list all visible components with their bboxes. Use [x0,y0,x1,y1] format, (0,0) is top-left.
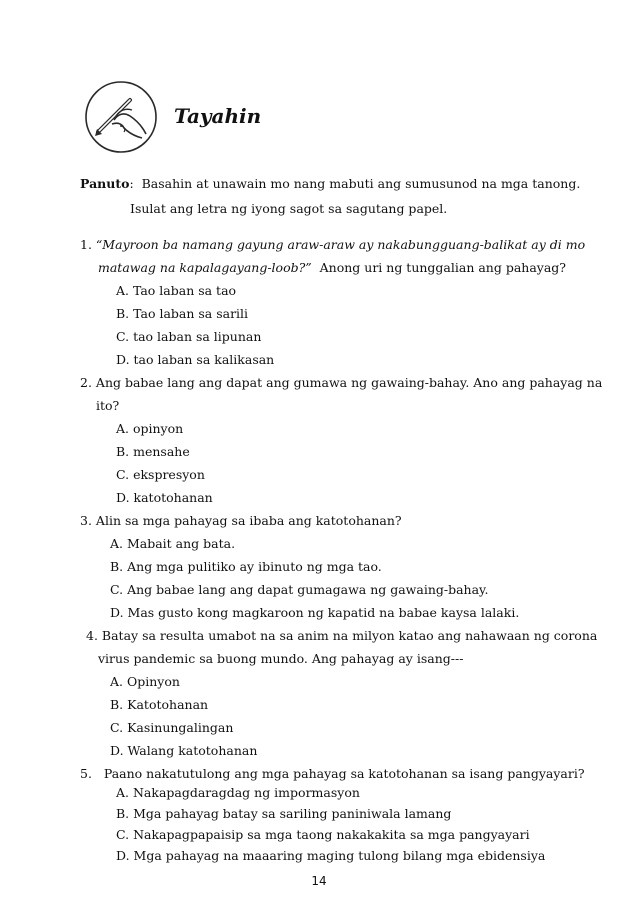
choice-item: C. ekspresyon [116,467,205,482]
question-2-line-1 [80,375,602,391]
question-number: 2. [80,375,92,390]
choice-item: A. Mabait ang bata. [110,536,236,551]
choice-item: C. tao laban sa lipunan [116,329,262,344]
pencil-in-hand-icon [84,80,158,154]
choice-item: B. Tao laban sa sarili [116,306,249,321]
instructions-colon: : [129,176,134,191]
question-5-text-1: Paano nakatutulong ang mga pahayag sa katotohanan sa isang pangyayari? [103,766,585,781]
question-number: 4. [86,628,98,643]
question-4-line-1 [86,628,597,644]
choice-item: A. Tao laban sa tao [116,283,237,298]
question-3-line-1 [80,513,402,529]
choice-item: C. Kasinungalingan [110,720,234,735]
question-number: 1. [80,237,92,252]
choice-item: B. Ang mga pulitiko ay ibinuto ng mga tao. [110,559,382,574]
question-1-text: Anong uri ng tunggalian ang pahayag? [319,260,567,275]
choice-item: D. tao laban sa kalikasan [116,352,275,367]
instructions-label: Panuto [80,176,130,191]
choice-item: A. opinyon [116,421,184,436]
instructions-line-1 [80,176,580,192]
choice-item: A. Nakapagdaragdag ng impormasyon [116,785,360,800]
section-title: Tayahin [174,104,262,128]
question-4-text-1: Batay sa resulta umabot na sa anim na milyon katao ang nahawaan ng corona [101,628,598,643]
question-4-text-2: virus pandemic sa buong mundo. Ang pahayag ay isang--- [98,651,464,666]
question-3-text-1: Alin sa mga pahayag sa ibaba ang katotohanan? [95,513,402,528]
question-1-line-2 [98,260,566,276]
choice-item: B. Katotohanan [110,697,209,712]
choice-item: B. mensahe [116,444,190,459]
page-number: 14 [311,874,327,888]
choice-item: B. Mga pahayag batay sa sariling paniniwala lamang [116,806,452,821]
choice-item: D. Walang katotohanan [110,743,258,758]
question-1-line-1 [80,237,585,253]
instructions-text-1: Basahin at unawain mo nang mabuti ang sumusunod na mga tanong. [141,176,581,191]
choice-item: A. Opinyon [110,674,180,689]
instructions-text-2: Isulat ang letra ng iyong sagot sa sagutang papel. [130,201,448,216]
question-1-quote-2: matawag na kapalagayang-loob?” [98,260,312,275]
choice-item: C. Ang babae lang ang dapat gumagawa ng gawaing-bahay. [110,582,489,597]
question-number: 3. [80,513,92,528]
choice-item: D. Mga pahayag na maaaring maging tulong bilang mga ebidensiya [116,848,546,863]
question-1-quote-1: “Mayroon ba namang gayung araw-araw ay nakabungguang-balikat ay di mo [95,237,586,252]
choice-item: C. Nakapagpapaisip sa mga taong nakakakita sa mga pangyayari [116,827,530,842]
question-2-text-1: Ang babae lang ang dapat ang gumawa ng gawaing-bahay. Ano ang pahayag na [95,375,603,390]
choice-item: D. katotohanan [116,490,213,505]
question-number: 5. [80,766,92,781]
question-5-line-1 [80,766,585,782]
choice-item: D. Mas gusto kong magkaroon ng kapatid na babae kaysa lalaki. [110,605,520,620]
question-2-text-2: ito? [96,398,120,413]
